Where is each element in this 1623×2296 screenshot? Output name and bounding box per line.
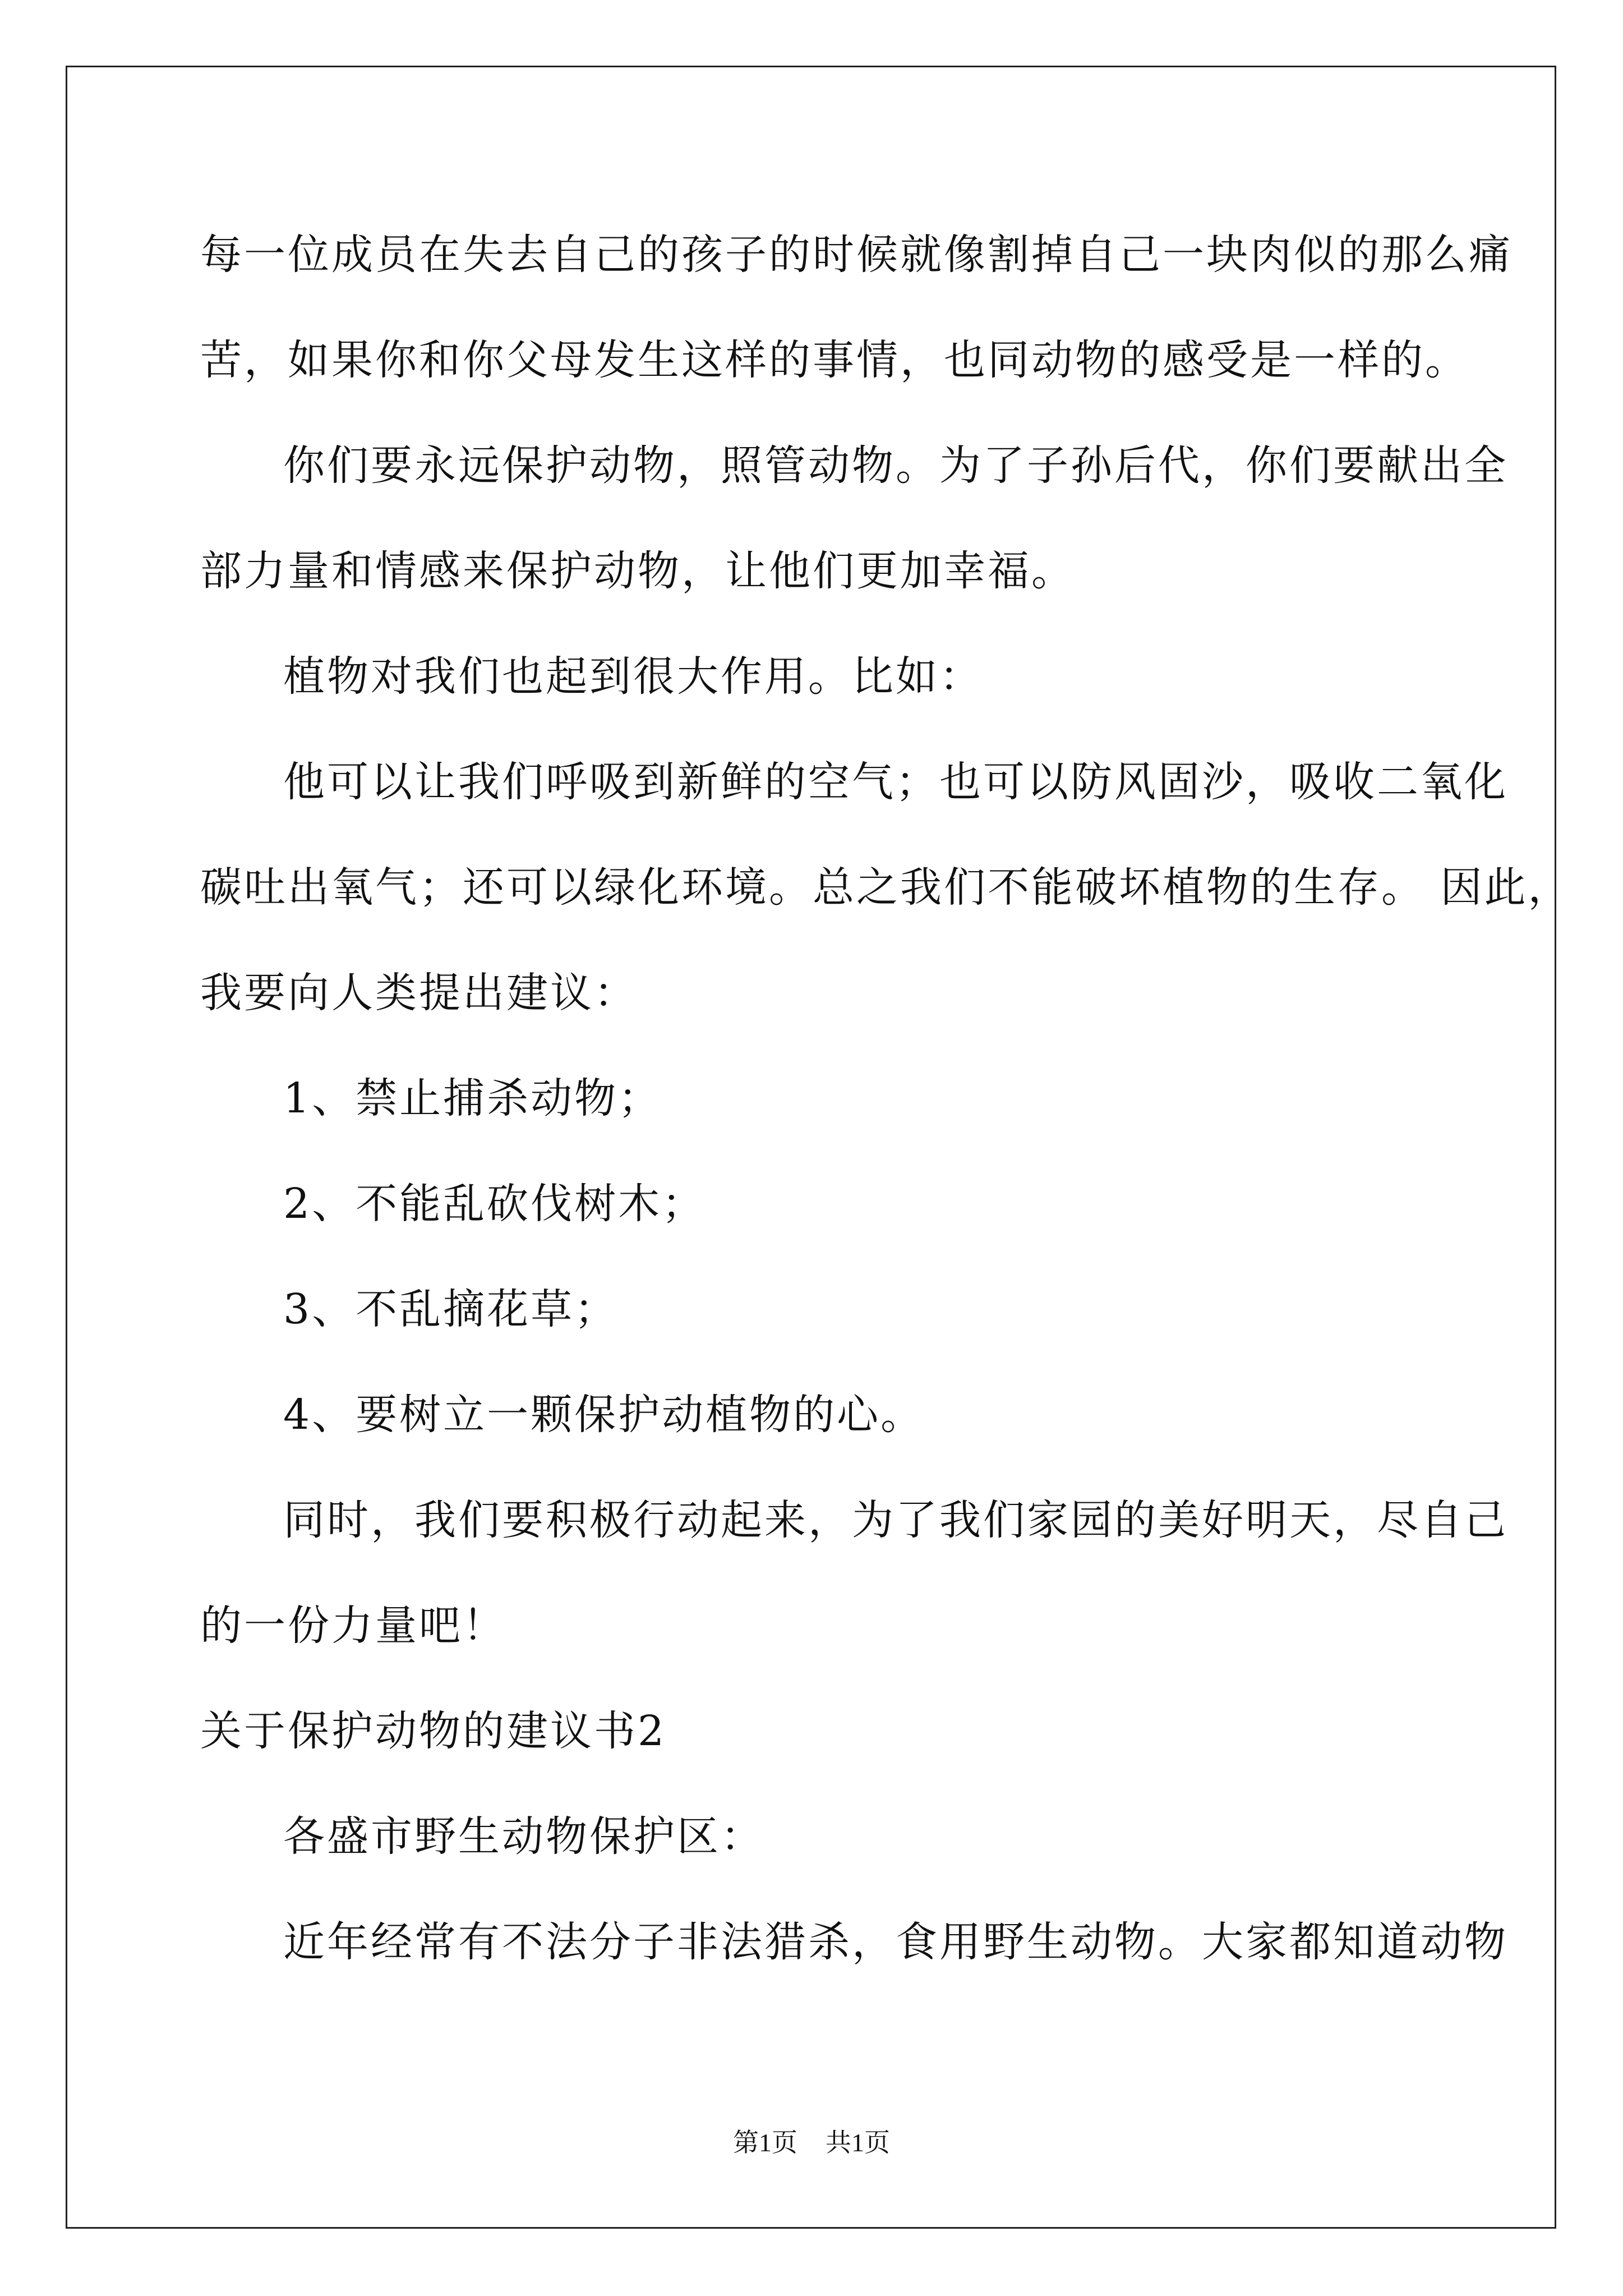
text-line: 他可以让我们呼吸到新鲜的空气；也可以防风固沙，吸收二氧化 xyxy=(283,758,1508,806)
list-item: 2、不能乱砍伐树木； xyxy=(283,1180,706,1228)
salutation: 各盛市野生动物保护区： xyxy=(283,1812,764,1861)
text-line: 我要向人类提出建议： xyxy=(200,969,638,1017)
text-line: 近年经常有不法分子非法猎杀，食用野生动物。大家都知道动物 xyxy=(283,1918,1508,1966)
document-body xyxy=(200,202,1572,1995)
section-heading: 关于保护动物的建议书2 xyxy=(200,1707,667,1755)
text-line: 碳吐出氧气；还可以绿化环境。总之我们不能破坏植物的生存。 因此， xyxy=(200,863,1572,912)
text-line: 苦，如果你和你父母发生这样的事情，也同动物的感受是一样的。 xyxy=(200,336,1469,384)
text-line: 你们要永远保护动物，照管动物。为了子孙后代，你们要献出全 xyxy=(283,441,1508,490)
text-line: 部力量和情感来保护动物，让他们更加幸福。 xyxy=(200,547,1075,595)
list-item: 3、不乱摘花草； xyxy=(283,1285,619,1333)
list-item: 4、要树立一颗保护动植物的心。 xyxy=(283,1391,925,1439)
text-line: 每一位成员在失去自己的孩子的时候就像割掉自己一块肉似的那么痛 xyxy=(200,231,1513,279)
page-number: 第1页 xyxy=(733,2128,797,2157)
page-footer xyxy=(0,2126,1623,2160)
page-total: 共1页 xyxy=(826,2128,890,2157)
text-line: 的一份力量吧！ xyxy=(200,1602,506,1650)
text-line: 同时，我们要积极行动起来，为了我们家园的美好明天，尽自己 xyxy=(283,1496,1508,1544)
text-line: 植物对我们也起到很大作用。比如： xyxy=(283,652,983,701)
list-item: 1、禁止捕杀动物； xyxy=(283,1074,662,1122)
